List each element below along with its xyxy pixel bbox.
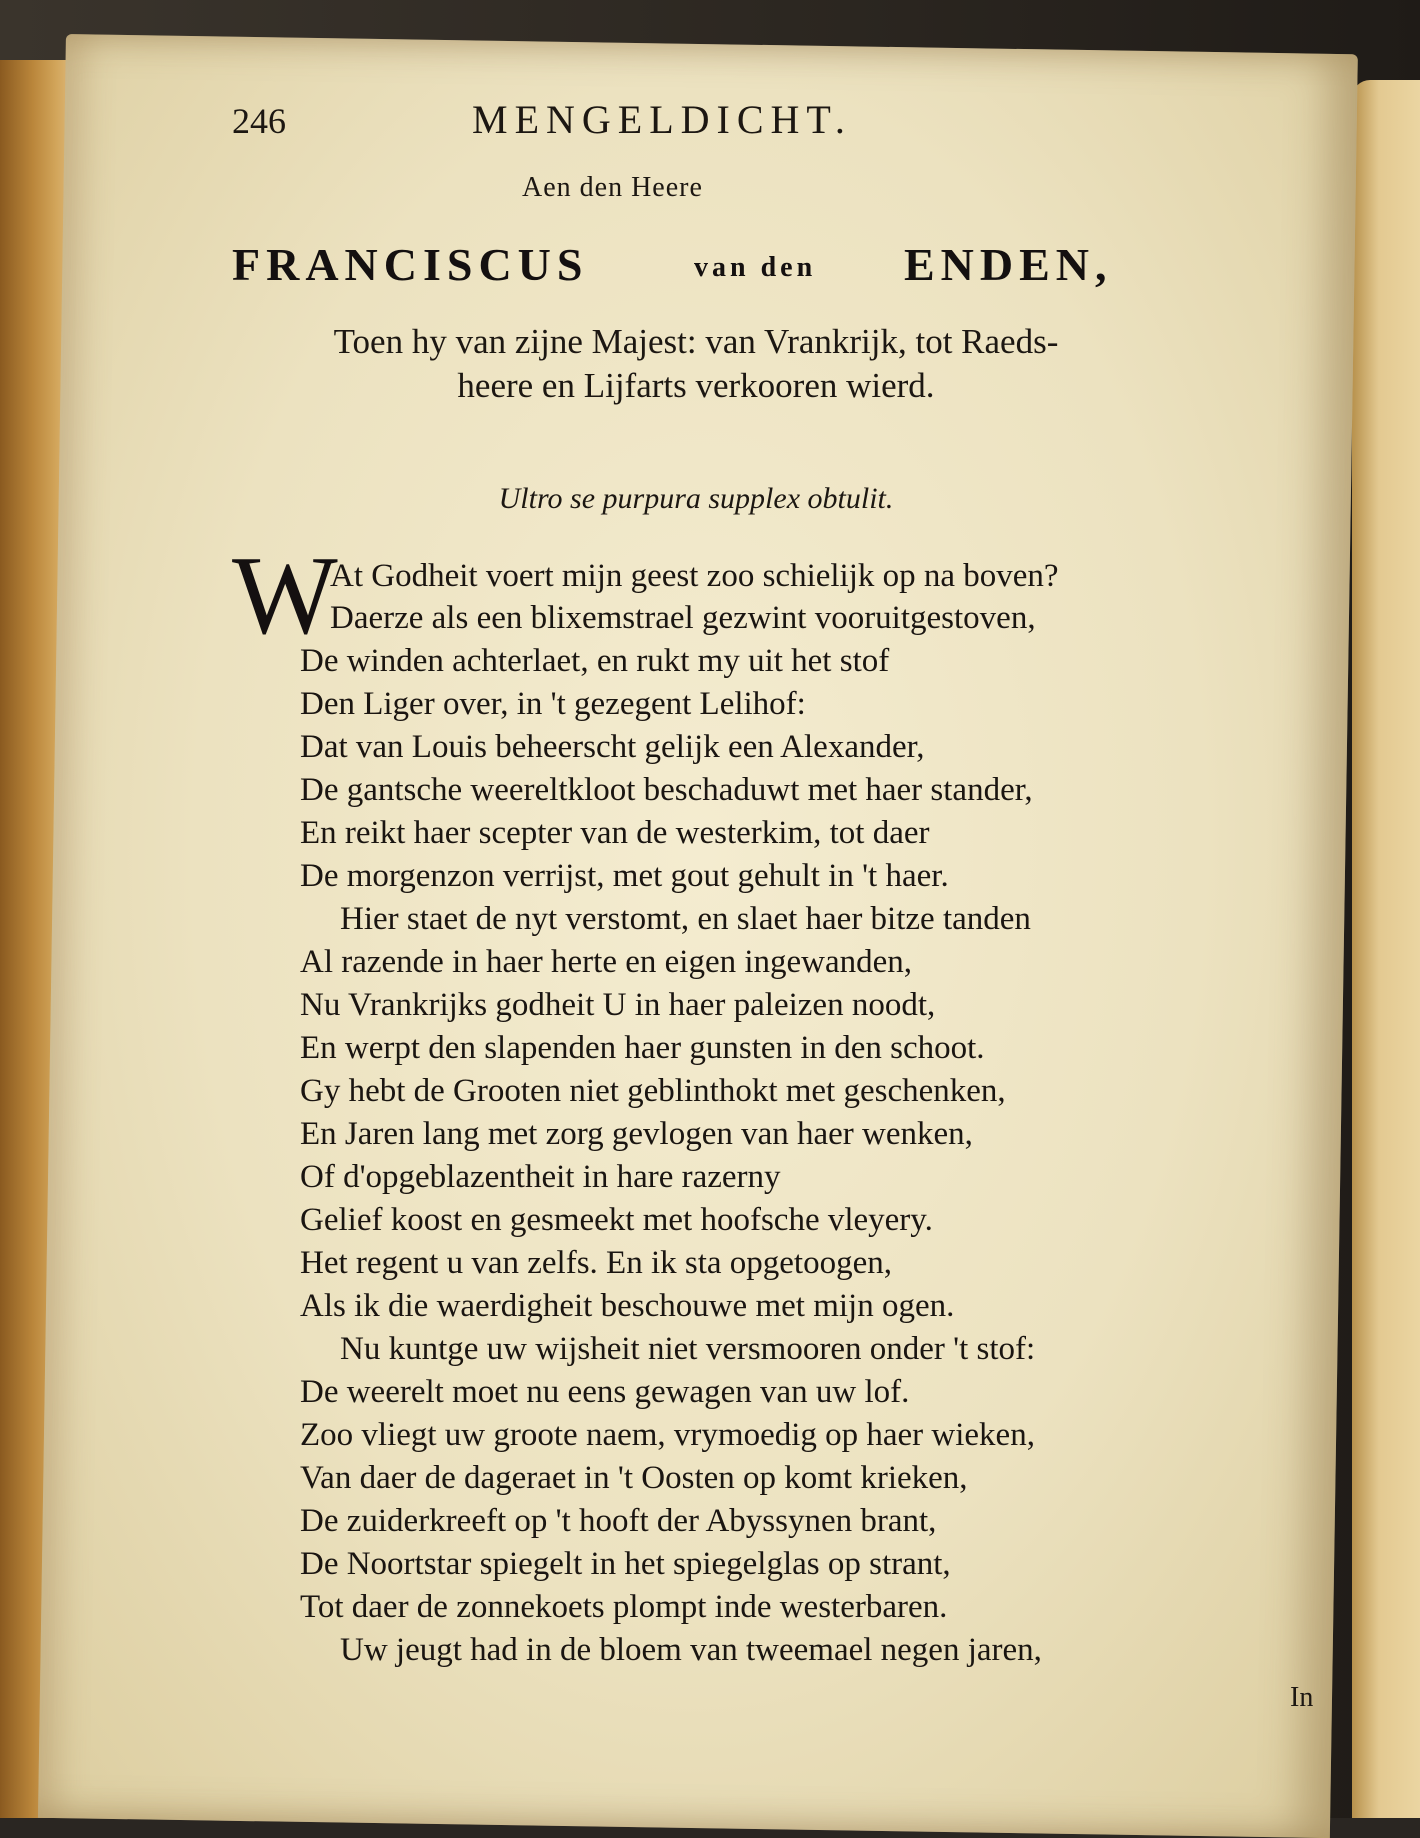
poem-line: De winden achterlaet, en rukt my uit het stof: [300, 643, 890, 679]
poem-line: Het regent u van zelfs. En ik sta opgetoogen,: [300, 1245, 892, 1281]
poem-line: At Godheit voert mijn geest zoo schielijk op na boven?: [330, 558, 1059, 594]
occasion-line-1: Toen hy van zijne Majest: van Vrankrijk, tot Raeds-: [333, 322, 1059, 361]
poem-line: Daerze als een blixemstrael gezwint vooruitgestoven,: [330, 600, 1036, 636]
poem-line: Nu Vrankrijks godheit U in haer paleizen noodt,: [300, 987, 936, 1023]
poem-line: Van daer de dageraet in 't Oosten op komt krieken,: [300, 1460, 968, 1496]
poem-line: En reikt haer scepter van de westerkim, tot daer: [300, 815, 930, 851]
poem-line: Nu kuntge uw wijsheit niet versmooren onder 't stof:: [340, 1331, 1036, 1367]
running-title: MENGELDICHT.: [472, 97, 852, 142]
poem-line: De zuiderkreeft op 't hooft der Abyssynen brant,: [300, 1503, 937, 1539]
poem-line: Al razende in haer herte en eigen ingewanden,: [300, 944, 913, 980]
poem-line: Als ik die waerdigheit beschouwe met mijn ogen.: [300, 1288, 955, 1324]
poem-line: En werpt den slapenden haer gunsten in den schoot.: [300, 1030, 985, 1066]
poem-line: Zoo vliegt uw groote naem, vrymoedig op haer wieken,: [300, 1417, 1035, 1453]
poem-line: Den Liger over, in 't gezegent Lelihof:: [300, 686, 806, 722]
dedicatee-name: [232, 238, 1152, 302]
addressee-line: Aen den Heere: [522, 172, 703, 203]
occasion-text: [266, 320, 1126, 408]
poem-line: Of d'opgeblazentheit in hare razerny: [300, 1159, 781, 1195]
occasion-line-2: heere en Lijfarts verkooren wierd.: [457, 366, 935, 405]
poem-line: De weerelt moet nu eens gewagen van uw lof.: [300, 1374, 910, 1410]
latin-motto: Ultro se purpura supplex obtulit.: [498, 482, 894, 515]
poem-line: Dat van Louis beheerscht gelijk een Alexander,: [300, 729, 925, 765]
facing-page-edge: [1352, 80, 1420, 1818]
name-last: ENDEN,: [904, 239, 1113, 290]
poem-line: Gelief koost en gesmeekt met hoofsche vleyery.: [300, 1202, 933, 1238]
poem-line: Tot daer de zonnekoets plompt inde westerbaren.: [300, 1589, 948, 1625]
name-first: FRANCISCUS: [232, 239, 589, 290]
poem-line: En Jaren lang met zorg gevlogen van haer wenken,: [300, 1116, 973, 1152]
poem-line: Hier staet de nyt verstomt, en slaet haer bitze tanden: [340, 901, 1031, 937]
poem-line: Uw jeugt had in de bloem van tweemael negen jaren,: [340, 1632, 1042, 1668]
poem-line: De gantsche weereltkloot beschaduwt met haer stander,: [300, 772, 1033, 808]
page-number: 246: [232, 101, 286, 141]
poem-line: Gy hebt de Grooten niet geblinthokt met geschenken,: [300, 1073, 1006, 1109]
running-head: [232, 92, 1132, 152]
drop-cap: W: [232, 534, 338, 658]
poem-line: De Noortstar spiegelt in het spiegelglas op strant,: [300, 1546, 951, 1582]
name-particle: van den: [694, 252, 817, 283]
catchword: In: [1290, 1682, 1314, 1713]
poem-line: De morgenzon verrijst, met gout gehult in 't haer.: [300, 858, 949, 894]
